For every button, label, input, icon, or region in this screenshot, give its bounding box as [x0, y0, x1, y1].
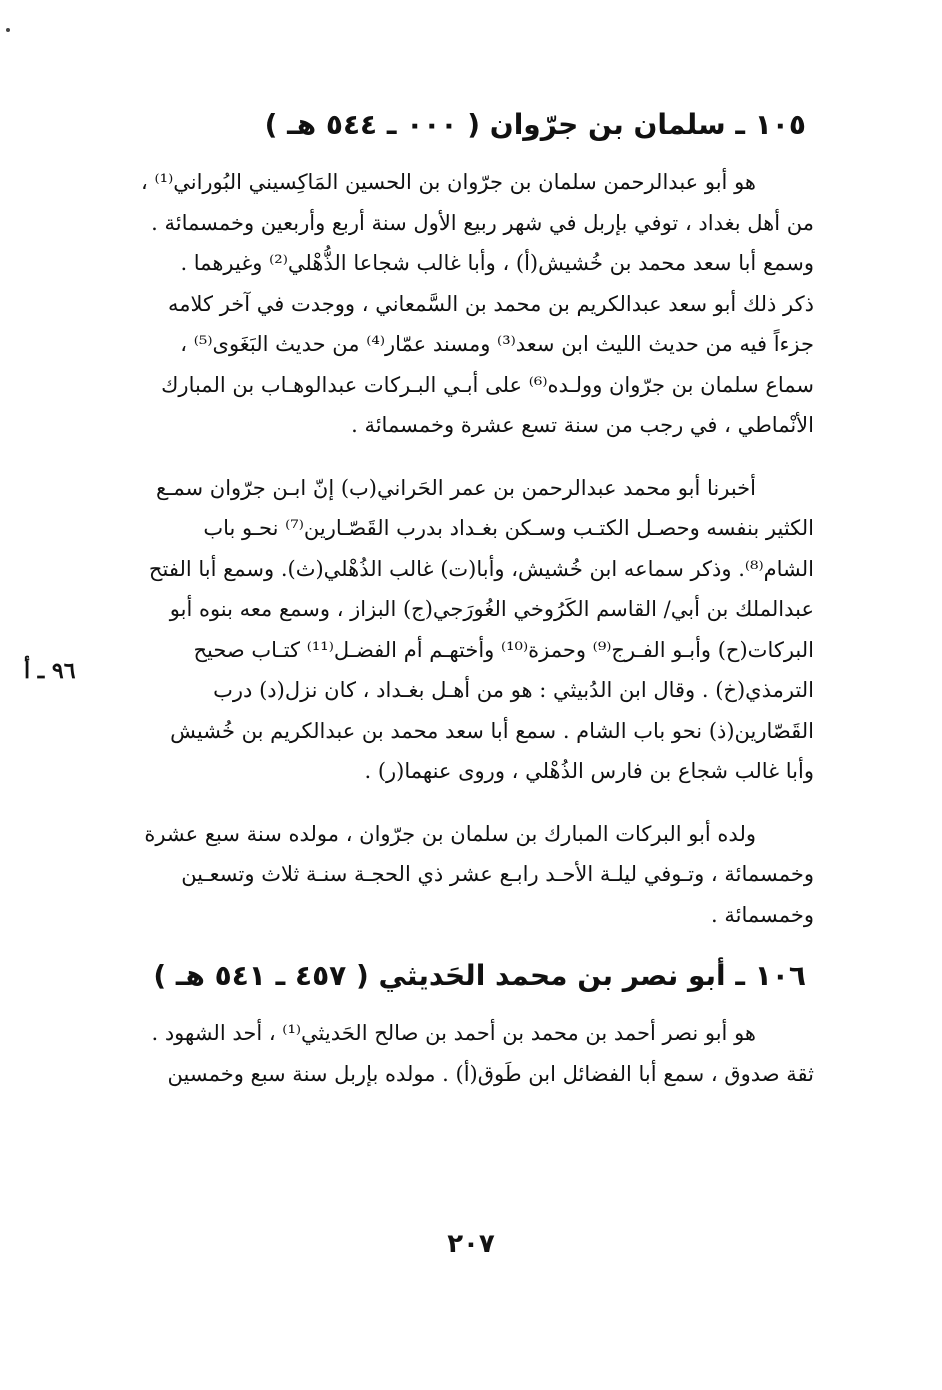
text-line: وخمسمائة . — [711, 902, 814, 927]
text-line: الكثير بنفسه وحصـل الكتـب وسـكن بغـداد بدرب القَصّـارين⁽⁷⁾ نحـو باب — [203, 516, 814, 540]
text-line: الترمذي(خ) . وقال ابن الدُبيثي : هو من أهـل بغـداد ، كان نزل(د) درب — [213, 678, 814, 702]
text-line: ولده أبو البركات المبارك بن سلمان بن جرّوان ، مولده سنة سبع عشرة — [144, 821, 756, 846]
text-line: أخبرنا أبو محمد عبدالرحمن بن عمر الحَراني(ب) إنّ ابـن جرّوان سمـع — [156, 475, 756, 500]
paragraph — [135, 1013, 814, 1094]
text-line: وسمع أبا سعد محمد بن خُشيش(أ) ، وأبا غالب شجاعا الذُّهْلي⁽²⁾ وغيرهما . — [180, 251, 814, 275]
text-line: سماع سلمان بن جرّوان وولـده⁽⁶⁾ على أبـي البـركات عبدالوهـاب بن المبارك — [161, 372, 814, 397]
entry-105-title: ١٠٥ ـ سلمان بن جرّوان ( ٠٠٠ ـ ٥٤٤ هـ ) — [264, 108, 806, 141]
text-line: البركات(ح) وأبـو الفـرج⁽⁹⁾ وحمزة⁽¹⁰⁾ وأختهـم أم الفضـل⁽¹¹⁾ كتـاب صحيح — [193, 637, 814, 662]
manuscript-folio-note: ٩٦ ـ أ — [24, 658, 76, 684]
text-line: وخمسمائة ، وتـوفي ليلـة الأحـد رابـع عشر ذي الحجـة سنـة ثلاث وتسعـين — [181, 862, 814, 886]
text-line: الأنْماطي ، في رجب من سنة تسع عشرة وخمسمائة . — [351, 413, 814, 437]
paragraph — [135, 468, 814, 792]
page-number: ٢٠٧ — [447, 1229, 495, 1259]
text-line: هو أبو نصر أحمد بن محمد بن أحمد بن صالح الحَديثي⁽¹⁾ ، أحد الشهود . — [151, 1021, 756, 1045]
entry-105-paragraph-3 — [135, 814, 814, 936]
entry-105-paragraph-1 — [135, 162, 814, 446]
entry-106-paragraph-1 — [135, 1013, 814, 1094]
entry-106-title: ١٠٦ ـ أبو نصر بن محمد الحَديثي ( ٤٥٧ ـ ٥٤١ هـ ) — [153, 959, 806, 992]
scan-speck — [6, 28, 10, 32]
paragraph — [135, 162, 814, 446]
text-line: الشام⁽⁸⁾. وذكر سماعه ابن خُشيش، وأبا(ت) غالب الذُهْلي(ث). وسمع أبا الفتح — [148, 556, 814, 581]
text-line: ذكر ذلك أبو سعد عبدالكريم بن محمد بن السَّمعاني ، ووجدت في آخر كلامه — [168, 291, 814, 316]
text-line: من أهل بغداد ، توفي بإربل في شهر ربيع الأول سنة أربع وأربعين وخمسمائة . — [151, 210, 814, 235]
page-content — [135, 102, 814, 1116]
entry-105-paragraph-2 — [135, 468, 814, 792]
text-line: هو أبو عبدالرحمن سلمان بن جرّوان بن الحسين المَاكِسيني البُوراني⁽¹⁾ ، — [141, 170, 756, 194]
text-line: وأبا غالب شجاع بن فارس الذُهْلي ، وروى عنهما(ر) . — [364, 759, 814, 783]
text-line: القَصّارين(ذ) نحو باب الشام . سمع أبا سعد محمد بن عبدالكريم بن خُشيش — [170, 718, 814, 743]
text-line: ثقة صدوق ، سمع أبا الفضائل ابن طَوق(أ) . مولده بإربل سنة سبع وخمسين — [167, 1061, 814, 1086]
text-line: عبدالملك بن أبي/ القاسم الكَرُوخي الغُورَجي(ج) البزاز ، وسمع معه بنوه أبو — [169, 597, 814, 621]
text-line: جزءاً فيه من حديث الليث ابن سعد⁽³⁾ ومسند عمّار⁽⁴⁾ من حديث البَغَوى⁽⁵⁾ ، — [180, 332, 814, 356]
paragraph — [135, 814, 814, 936]
